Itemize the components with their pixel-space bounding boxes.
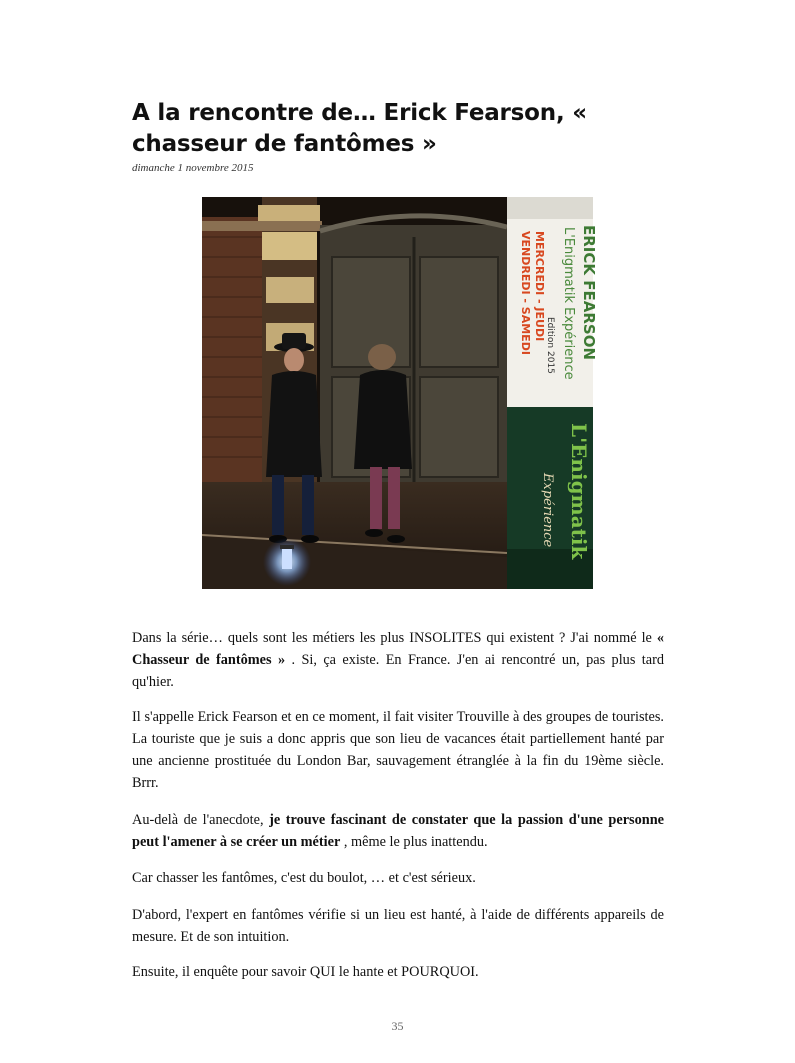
paragraph-4: Car chasser les fantômes, c'est du boulot, … et c'est sérieux. bbox=[132, 870, 476, 886]
poster-edition: Edition 2015 bbox=[545, 317, 555, 374]
article-photo bbox=[202, 197, 598, 589]
paragraph-3 bbox=[132, 809, 664, 853]
paragraph-1-bold: « Chasseur de fantômes » bbox=[132, 630, 664, 668]
page-number: 35 bbox=[391, 1019, 404, 1033]
article-title: A la rencontre de… Erick Fearson, « chasseur de fantômes » bbox=[132, 100, 587, 157]
paragraph-2: Il s'appelle Erick Fearson et en ce moment, il fait visiter Trouville à des groupes de touristes. La touriste que je suis a donc appris que son lieu de vacances était partiellement hanté par une ancienne prostituée du London Bar, sauvagement étranglée à la fin du 19ème siècle. Brrr. bbox=[132, 709, 664, 791]
paragraph-3-text-a: Au-delà de l'anecdote, bbox=[132, 812, 270, 828]
poster-days-2: VENDREDI - SAMEDI bbox=[519, 231, 532, 355]
paragraph-3-bold: je trouve fascinant de constater que la passion d'une personne peut l'amener à se créer un métier bbox=[132, 812, 665, 850]
poster-brand-sub: Expérience bbox=[540, 473, 555, 548]
poster-brand: L'Enigmatik bbox=[567, 423, 591, 560]
article-date: dimanche 1 novembre 2015 bbox=[132, 162, 254, 174]
paragraph-3-text-c: , même le plus inattendu. bbox=[340, 834, 488, 850]
paragraph-5: D'abord, l'expert en fantômes vérifie si un lieu est hanté, à l'aide de différents appareils de mesure. Et de son intuition. bbox=[132, 907, 664, 945]
paragraph-1-text-c: . Si, ça existe. En France. J'en ai rencontré un, pas plus tard qu'hier. bbox=[132, 652, 664, 690]
poster-name: ERICK FEARSON bbox=[580, 225, 598, 360]
paragraph-1 bbox=[132, 627, 664, 693]
paragraph-1-text-a: Dans la série… quels sont les métiers les plus INSOLITES qui existent ? J'ai nommé le bbox=[132, 630, 657, 646]
poster-days-1: MERCREDI - JEUDI bbox=[533, 231, 546, 342]
poster-show: L'Enigmatik Expérience bbox=[561, 227, 576, 380]
paragraph-6: Ensuite, il enquête pour savoir QUI le hante et POURQUOI. bbox=[132, 964, 479, 980]
